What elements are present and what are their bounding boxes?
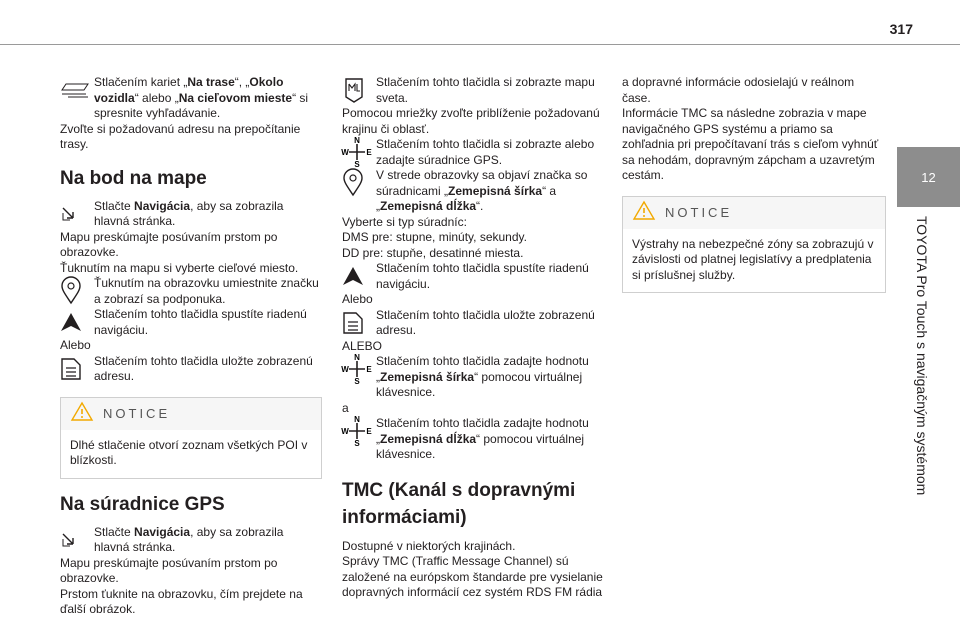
svg-text:S: S — [354, 160, 360, 169]
notice-header — [623, 197, 885, 229]
pin-row — [60, 276, 322, 307]
svg-text:E: E — [366, 427, 372, 436]
notice-body: Výstrahy na nebezpečné zóny sa zobrazujú v závislosti od platnej legislatívy a predplatenia si príslušnej služby. — [632, 236, 874, 282]
svg-text:N: N — [354, 353, 360, 362]
notice-title: NOTICE — [103, 405, 171, 421]
intro-row — [60, 75, 322, 122]
notice-body: Dlhé stlačenie otvorí zoznam všetkých POI v blízkosti. — [70, 437, 308, 467]
compass-icon — [342, 416, 376, 446]
intro-text: Stlačením kariet „Na trase“, „Okolo vozidla“ alebo „Na cieľovom mieste“ si spresnite vyhľadávanie. — [94, 75, 309, 120]
dd-text: DD pre: stupňe, desatinné miesta. — [342, 245, 524, 260]
svg-text:E: E — [366, 365, 372, 374]
tmc-availability: Dostupné v niektorých krajinách. — [342, 538, 516, 553]
notice-header — [61, 398, 321, 430]
save-row-2 — [342, 308, 604, 339]
dms-text: DMS pre: stupne, minúty, sekundy. — [342, 230, 527, 244]
column-3 — [622, 75, 886, 303]
pin-step-text: Ťuknutím na obrazovku umiestnite značku a zobrazí sa podponuka. — [94, 276, 319, 306]
start-nav-row-2 — [342, 261, 604, 292]
compass-icon — [342, 137, 376, 167]
column-2 — [342, 75, 604, 601]
svg-text:S: S — [354, 377, 360, 386]
browse-text: Mapu preskúmajte posúvaním prstom po obrazovke. — [60, 229, 278, 259]
location-pin-icon — [60, 276, 94, 306]
map-btn-row — [342, 75, 604, 106]
nav-step-row-2 — [60, 525, 322, 556]
nav-step-text-2: Stlačte Navigácia, aby sa zobrazila hlavná stránka. — [94, 524, 284, 554]
nav-step-row — [60, 199, 322, 230]
gps-pin-row — [342, 168, 604, 215]
start-navigation-icon — [60, 307, 94, 337]
save-row — [60, 354, 322, 385]
svg-text:N: N — [354, 136, 360, 145]
chapter-side-title: TOYOTA Pro Touch s navigačným systémom — [914, 216, 930, 496]
gps-btn-row — [342, 137, 604, 168]
notice-box-2 — [622, 196, 886, 294]
location-pin-icon — [342, 168, 376, 198]
heading-map-point: Na bod na mape — [60, 167, 207, 189]
save-text-2: Stlačením tohto tlačidla uložte zobrazenú adresu. — [376, 307, 595, 337]
browse-text-2: Mapu preskúmajte posúvaním prstom po obrazovke. — [60, 555, 278, 585]
intro-text-2: Zvoľte si požadovanú adresu na prepočítanie trasy. — [60, 121, 301, 151]
start-navigation-icon — [342, 261, 376, 291]
longitude-text: Stlačením tohto tlačidla zadajte hodnotu „Zemepisná dĺžka“ pomocou virtuálnej klávesnice. — [376, 416, 589, 461]
tap-text: Ťuknutím na mapu si vyberte cieľové miesto. — [60, 260, 299, 275]
latitude-text: Stlačením tohto tlačidla zadajte hodnotu „Zemepisná šírka“ pomocou virtuálnej klávesnice. — [376, 354, 589, 399]
svg-text:W: W — [341, 427, 349, 436]
or-text: Alebo — [60, 338, 91, 352]
save-address-icon — [342, 308, 376, 338]
svg-text:W: W — [341, 148, 349, 157]
tabs-icon — [60, 75, 94, 105]
and-text: a — [342, 400, 349, 415]
coord-type-text: Vyberte si typ súradníc: — [342, 214, 467, 229]
start-nav-row — [60, 307, 322, 338]
warning-triangle-icon — [71, 402, 93, 426]
or-caps-text: ALEBO — [342, 338, 383, 353]
svg-text:W: W — [341, 365, 349, 374]
longitude-row — [342, 416, 604, 463]
svg-text:S: S — [354, 439, 360, 448]
navigation-arrow-icon — [60, 199, 94, 229]
svg-text:N: N — [354, 415, 360, 424]
gps-btn-text: Stlačením tohto tlačidla si zobrazte alebo zadajte súradnice GPS. — [376, 137, 595, 167]
world-map-icon — [342, 75, 376, 105]
pin-coords-text: V strede obrazovky sa objaví značka so súradnicami „Zemepisná šírka“ a „Zemepisná dĺžka“. — [376, 168, 588, 213]
tmc-description: Správy TMC (Traffic Message Channel) sú založené na európskom štandarde pre vysielanie dopravných informácií cez systém RDS FM rádia — [342, 554, 603, 599]
heading-gps-coords: Na súradnice GPS — [60, 493, 225, 515]
svg-text:E: E — [366, 148, 372, 157]
save-text: Stlačením tohto tlačidla uložte zobrazenú adresu. — [94, 353, 313, 383]
notice-box-1 — [60, 397, 322, 479]
page-number: 317 — [889, 21, 913, 37]
start-nav-text-2: Stlačením tohto tlačidla spustíte riadenú navigáciu. — [376, 261, 589, 291]
or-text-2: Alebo — [342, 292, 373, 306]
nav-step-text: Stlačte Navigácia, aby sa zobrazila hlavná stránka. — [94, 198, 284, 228]
grid-text: Pomocou mriežky zvoľte priblíženie požadovanú krajinu či oblasť. — [342, 106, 600, 136]
tmc-realtime-text: a dopravné informácie odosielajú v reálnom čase. — [622, 75, 855, 105]
compass-icon — [342, 354, 376, 384]
header-rule — [0, 44, 960, 45]
save-address-icon — [60, 354, 94, 384]
tmc-display-text: Informácie TMC sa následne zobrazia v mape navigačného GPS systému a priamo sa zohľadnia pri prepočítavaní trás s cieľom vyhnúť sa nehodám, dopravným zápcham a uzavretým cestám. — [622, 106, 879, 182]
map-btn-text: Stlačením tohto tlačidla si zobrazte mapu sveta. — [376, 75, 595, 105]
tap-text-2: Prstom ťuknite na obrazovku, čím prejdete na ďalší obrázok. — [60, 586, 303, 616]
warning-triangle-icon — [633, 201, 655, 225]
latitude-row — [342, 354, 604, 401]
heading-tmc: TMC (Kanál s dopravnými informáciami) — [342, 479, 576, 528]
notice-title: NOTICE — [665, 204, 733, 220]
column-1 — [60, 75, 322, 618]
start-nav-text: Stlačením tohto tlačidla spustíte riadenú navigáciu. — [94, 307, 307, 337]
navigation-arrow-icon — [60, 525, 94, 555]
chapter-tab: 12 — [897, 147, 960, 207]
